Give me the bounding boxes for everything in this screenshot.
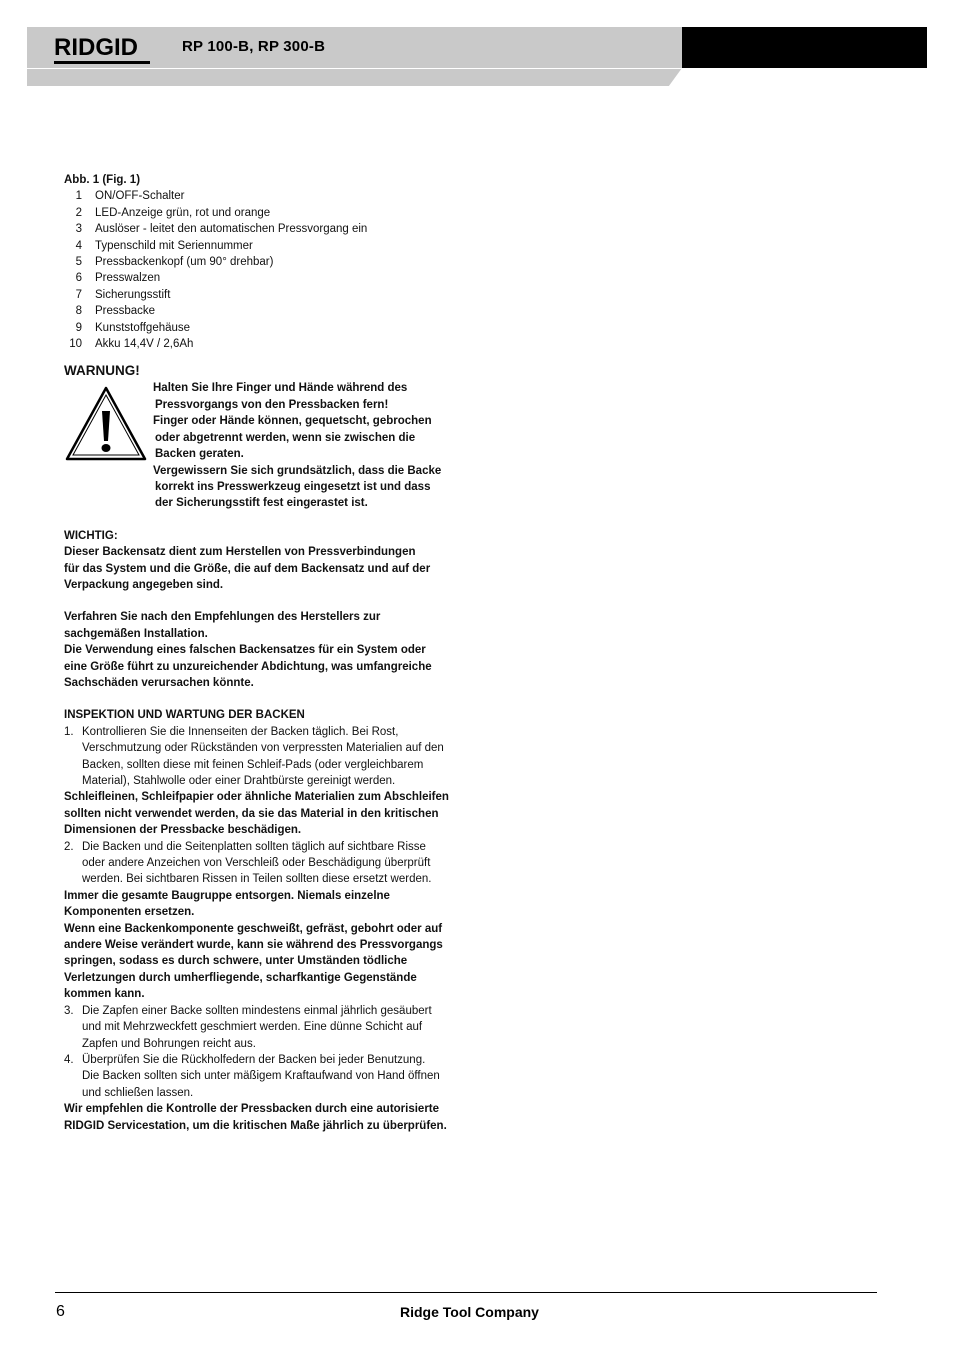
list-item: 9 Kunststoffgehäuse — [75, 321, 191, 334]
important-heading: WICHTIG: — [64, 529, 118, 542]
inspection-closing: Wir empfehlen die Kontrolle der Pressbacken durch eine autorisierte RIDGID Servicestation, um die kritischen Maße jährlich zu überprüfen. — [64, 1103, 447, 1132]
list-item: 8 Pressbacke — [75, 305, 156, 318]
header-black-block — [682, 27, 927, 68]
logo-underline — [54, 61, 150, 64]
important-paragraph-2: Verfahren Sie nach den Empfehlungen des Herstellers zur sachgemäßen Installation. Die Verwendung eines falschen Backensatzes für ein System oder eine Größe führt zu unzureichender Abdichtung, was umfangreiche Sachschäden verursachen könnte. — [64, 611, 432, 689]
footer-divider — [55, 1292, 877, 1293]
inspection-step-4: 4. Überprüfen Sie die Rückholfedern der Backen bei jeder Benutzung. Die Backen sollten sich unter mäßigem Kraftaufwand von Hand öffnen und schließen lassen. — [64, 1053, 440, 1099]
list-item: 6 Presswalzen — [75, 272, 161, 285]
company-name: Ridge Tool Company — [400, 1304, 539, 1320]
inspection-heading: INSPEKTION UND WARTUNG DER BACKEN — [64, 709, 305, 722]
parts-list — [64, 188, 454, 352]
warning-heading: WARNUNG! — [64, 363, 140, 379]
inspection-note-2: Immer die gesamte Baugruppe entsorgen. Niemals einzelne Komponenten ersetzen. Wenn eine Backenkomponente geschweißt, gefräst, gebohrt oder auf andere Weise verändert wurde, kann sie während des Pressvorgangs springen, sodass es durch schwere, unter Umständen tödliche Verletzungen durch umherfliegende, scharfkantige Gegenstände kommen kann. — [64, 889, 443, 1001]
ridgid-logo — [54, 36, 152, 64]
list-item: 3 Auslöser - leitet den automatischen Pressvorgang ein — [75, 223, 368, 236]
warning-triangle-icon — [64, 385, 148, 463]
page-number: 6 — [56, 1303, 65, 1320]
figure-title: Abb. 1 (Fig. 1) — [64, 174, 141, 186]
list-item: 7 Sicherungsstift — [75, 288, 171, 301]
list-item: 2 LED-Anzeige grün, rot und orange — [75, 206, 271, 219]
header-divider — [27, 68, 682, 69]
list-item: 5 Pressbackenkopf (um 90° drehbar) — [75, 256, 274, 269]
list-item: 1 ON/OFF-Schalter — [75, 190, 185, 203]
inspection-step-1: 1. Kontrollieren Sie die Innenseiten der Backen täglich. Bei Rost, Verschmutzung oder Rückständen von verpressten Materialien auf den Backen, sollten diese mit feinen Schleif-Pads (oder vergleichbarem Material), Stahlwolle oder einer Drahtbürste gereinigt werden. — [64, 725, 444, 787]
product-title: RP 100-B, RP 300-B — [182, 38, 326, 55]
logo-text: RIDGID — [54, 34, 138, 61]
important-paragraph-1: Dieser Backensatz dient zum Herstellen von Pressverbindungen für das System und die Größe, die auf dem Backensatz und auf der Verpackung angegeben sind. — [64, 546, 431, 591]
header-strip — [27, 68, 682, 86]
warning-block — [64, 380, 454, 511]
inspection-step-3: 3. Die Zapfen einer Backe sollten mindestens einmal jährlich gesäubert und mit Mehrzweckfett geschmiert werden. Eine dünne Schicht auf Zapfen und Bohrungen reicht aus. — [64, 1004, 432, 1050]
list-item: 4 Typenschild mit Seriennummer — [75, 239, 253, 252]
list-item: 10 Akku 14,4V / 2,6Ah — [69, 338, 194, 351]
inspection-step-2: 2. Die Backen und die Seitenplatten sollten täglich auf sichtbare Risse oder andere Anzeichen von Verschleiß oder Beschädigung überprüft werden. Bei sichtbaren Rissen in Teilen sollten diese ersetzt werden. — [64, 840, 432, 886]
inspection-note-1: Schleifleinen, Schleifpapier oder ähnliche Materialien zum Abschleifen sollten nicht verwendet werden, da sie das Material in den kritischen Dimensionen der Pressbacke beschädigen. — [64, 791, 449, 837]
warning-text: Halten Sie Ihre Finger und Hände während des Pressvorgangs von den Pressbacken fern! Finger oder Hände können, gequetscht, gebrochen oder abgetrennt werden, wenn sie zwischen die Backen geraten. Vergewissern Sie sich grundsätzlich, dass die Backe korrekt ins Presswerkzeug eingesetzt ist und dass der Sicherungsstift fest eingerastet ist. — [153, 382, 442, 510]
page-content — [64, 172, 454, 1134]
